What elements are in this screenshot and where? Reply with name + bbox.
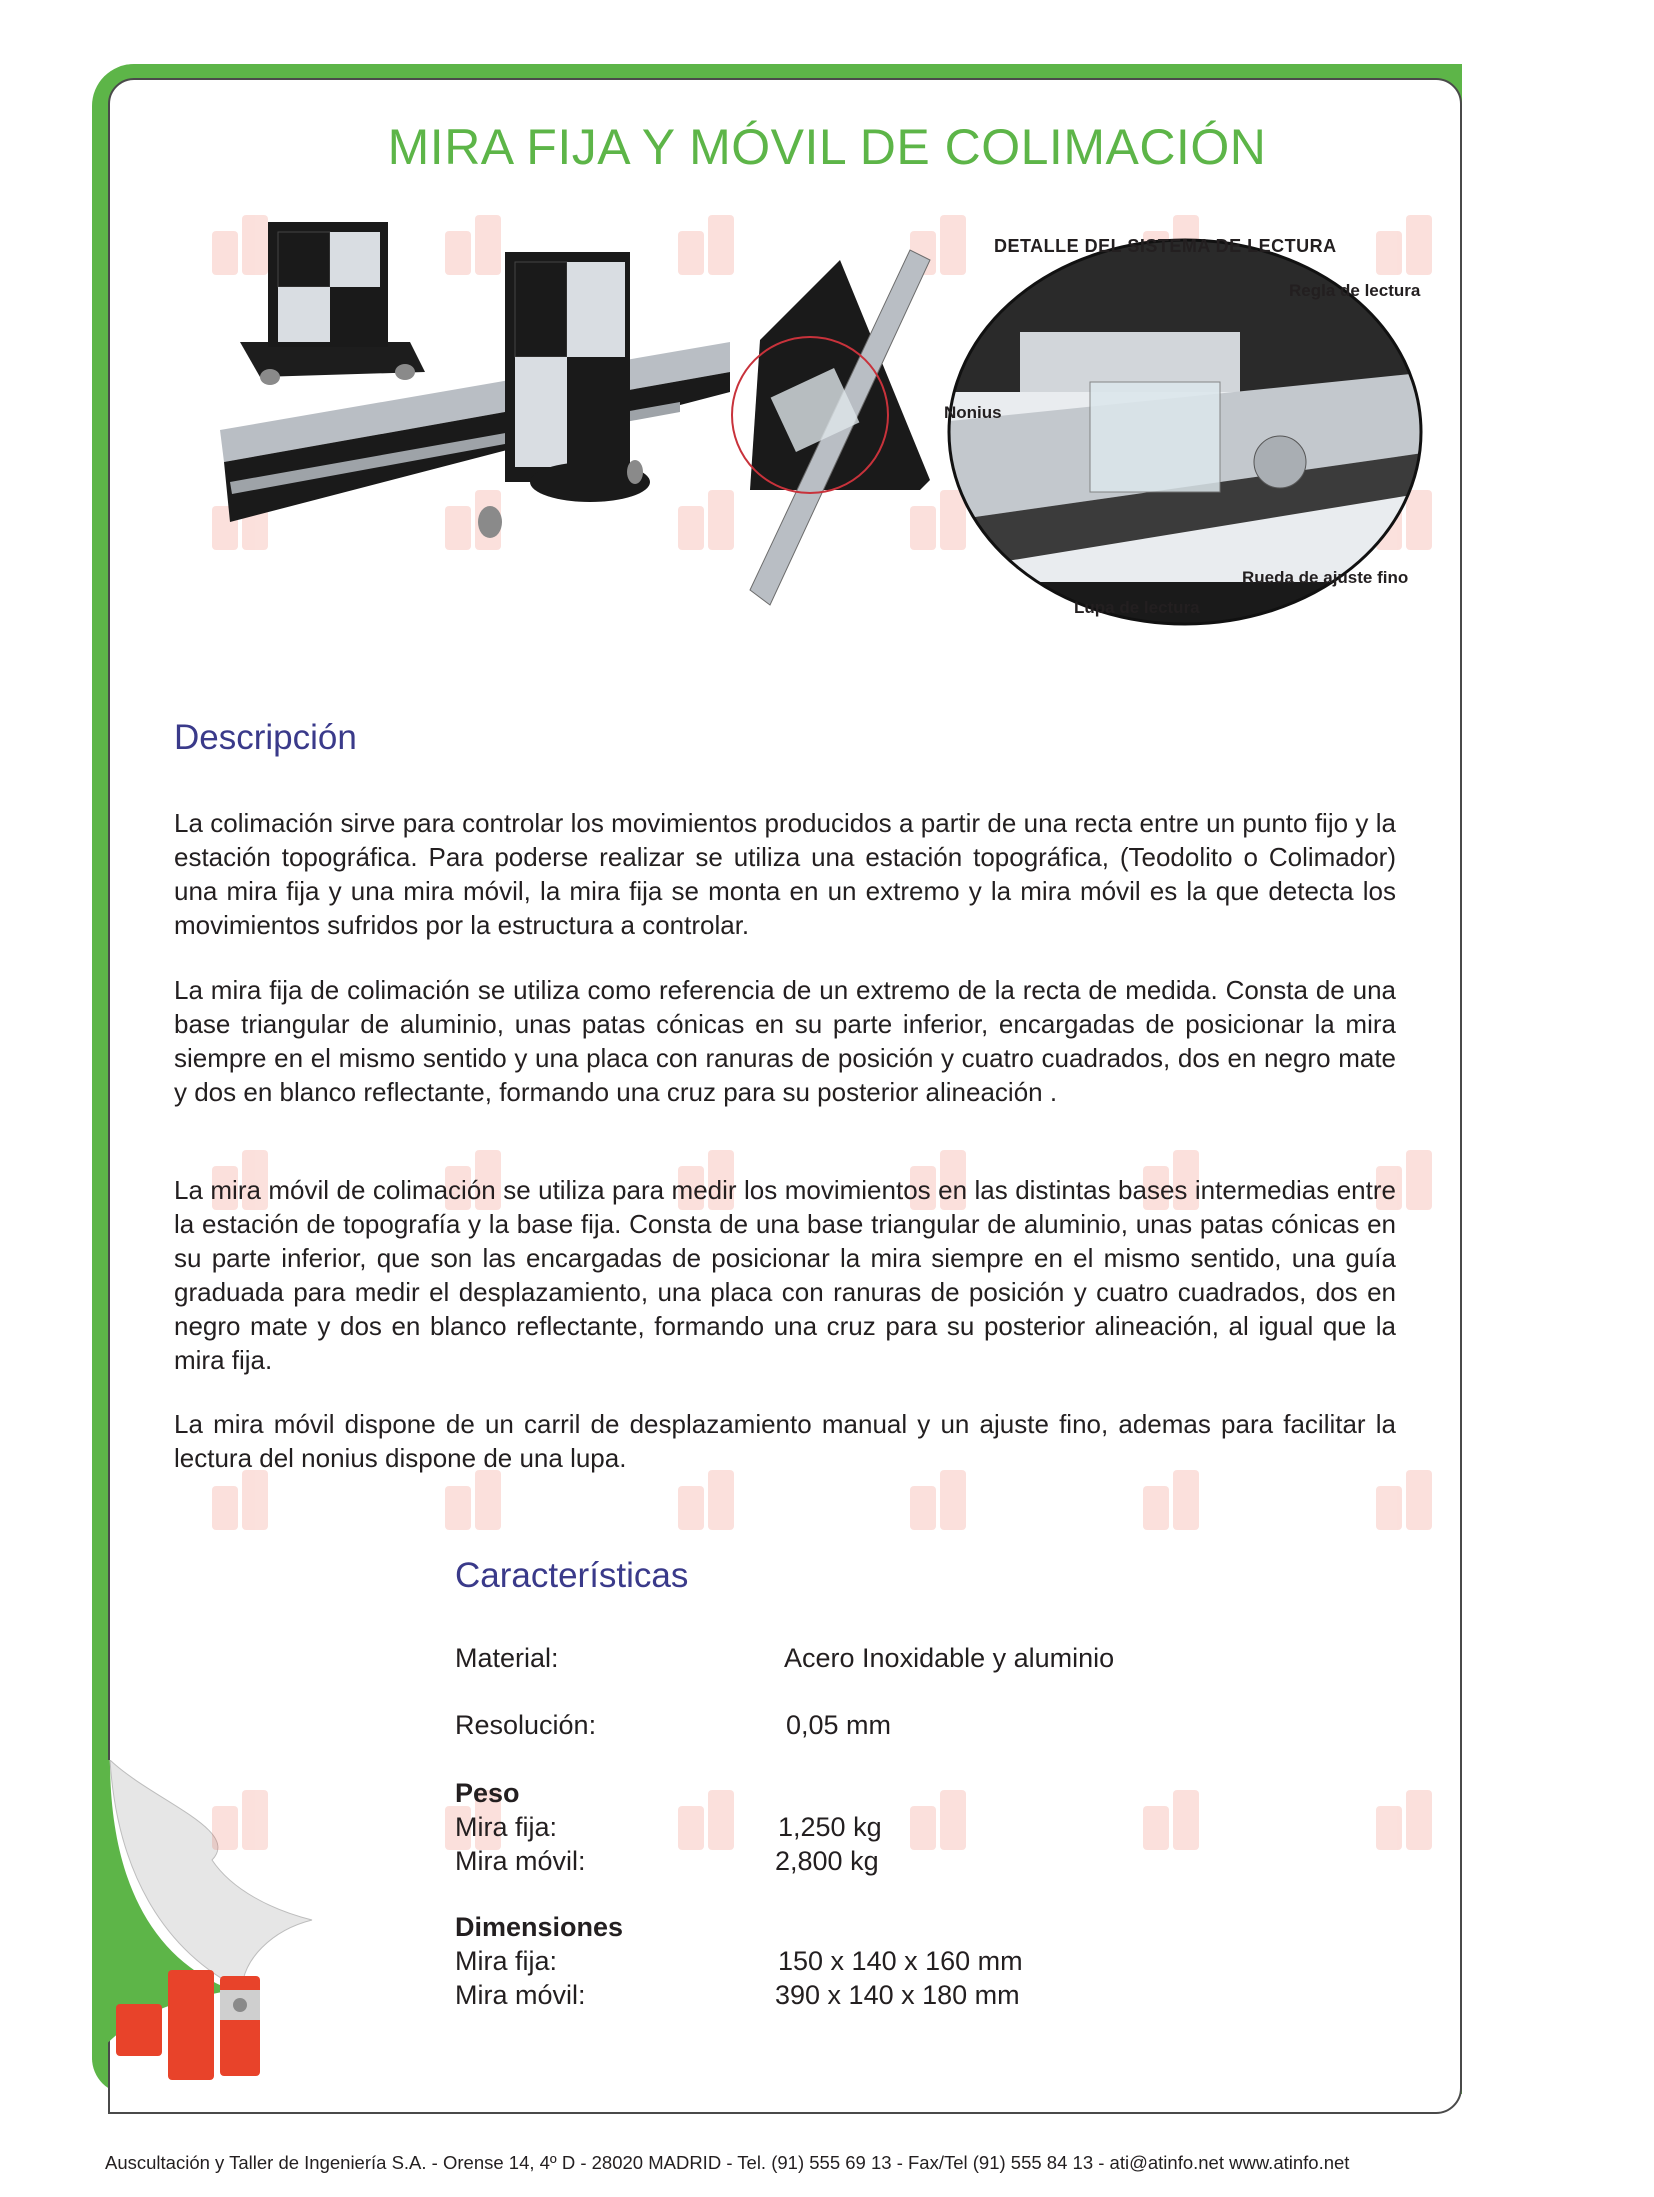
label-lupa: Lupa de lectura [1074,598,1200,617]
watermark-tile [1143,1470,1205,1532]
description-paragraph-1: La colimación sirve para controlar los movimientos producidos a partir de una recta entre un punto fijo y la estación topográfica. Para poderse realizar se utiliza una estación topográfica, (Teodolito o Colimador) una mira fija y una mira móvil, la mira fija se monta en un extremo y la mira móvil es la que detecta los movimientos sufridos por la estructura a controlar. [174,808,1396,940]
dimensions-fixed-label: Mira fija: [455,1946,558,1976]
product-photo-targets [210,212,730,552]
material-value: Acero Inoxidable y aluminio [784,1643,1115,1673]
page-title: MIRA FIJA Y MÓVIL DE COLIMACIÓN [387,119,1267,175]
description-paragraph-4: La mira móvil dispone de un carril de desplazamiento manual y un ajuste fino, ademas para facilitar la lectura del nonius dispone de una lupa. [174,1409,1396,1473]
footer-contact: Auscultación y Taller de Ingeniería S.A. - Orense 14, 4º D - 28020 MADRID - Tel. (91) 555 69 13 - Fax/Tel (91) 555 84 13 - ati@atinfo.net www.atinfo.net [105,2152,1350,2173]
description-heading: Descripción [174,718,357,757]
watermark-tile [910,1790,972,1852]
product-photo-ruler [680,240,940,610]
watermark-tile [445,1470,507,1532]
watermark-tile [1376,1790,1438,1852]
label-rueda: Rueda de ajuste fino [1242,568,1409,587]
watermark-tile [212,1790,274,1852]
dimensions-fixed-value: 150 x 140 x 160 mm [778,1946,1023,1976]
features-heading: Características [455,1556,689,1595]
watermark-tile [1376,1470,1438,1532]
description-paragraph-3: La mira móvil de colimación se utiliza para medir los movimientos en las distintas bases intermedias entre la estación de topografía y la base fija. Consta de una base triangular de aluminio, unas patas cónicas en su parte inferior, que son las encargadas de posicionar la mira siempre en el mismo sentido, una guía graduada para medir el desplazamiento, una placa con ranuras de posición y cuatro cuadrados, dos en negro mate y dos en blanco reflectante, formando una cruz para su posterior alineación, al igual que la mira fija. [174,1175,1396,1375]
dimensions-heading: Dimensiones [455,1912,624,1942]
resolution-label: Resolución: [455,1710,597,1740]
watermark-tile [910,1470,972,1532]
weight-mobile-value: 2,800 kg [775,1846,879,1876]
weight-heading: Peso [455,1778,520,1808]
material-label: Material: [455,1643,559,1673]
watermark-tile [212,1470,274,1532]
label-nonius: Nonius [944,403,1002,422]
label-regla: Regla de lectura [1289,281,1421,300]
company-logo [116,1970,266,2080]
dimensions-mobile-value: 390 x 140 x 180 mm [775,1980,1020,2010]
watermark-tile [1143,1790,1205,1852]
resolution-value: 0,05 mm [786,1710,892,1740]
watermark-tile [678,1470,740,1532]
dimensions-mobile-label: Mira móvil: [455,1980,586,2010]
watermark-tile [678,1790,740,1852]
description-paragraph-2: La mira fija de colimación se utiliza como referencia de un extremo de la recta de medida. Consta de una base triangular de aluminio, unas patas cónicas en su parte inferior, encargadas de posicionar la mira siempre en el mismo sentido y una placa con ranuras de posición y cuatro cuadrados, dos en negro mate y dos en blanco reflectante, formando una cruz para su posterior alineación . [174,975,1396,1107]
weight-fixed-label: Mira fija: [455,1812,558,1842]
weight-fixed-value: 1,250 kg [778,1812,882,1842]
weight-mobile-label: Mira móvil: [455,1846,586,1876]
detail-heading: DETALLE DEL SISTEMA DE LECTURA [994,236,1337,256]
